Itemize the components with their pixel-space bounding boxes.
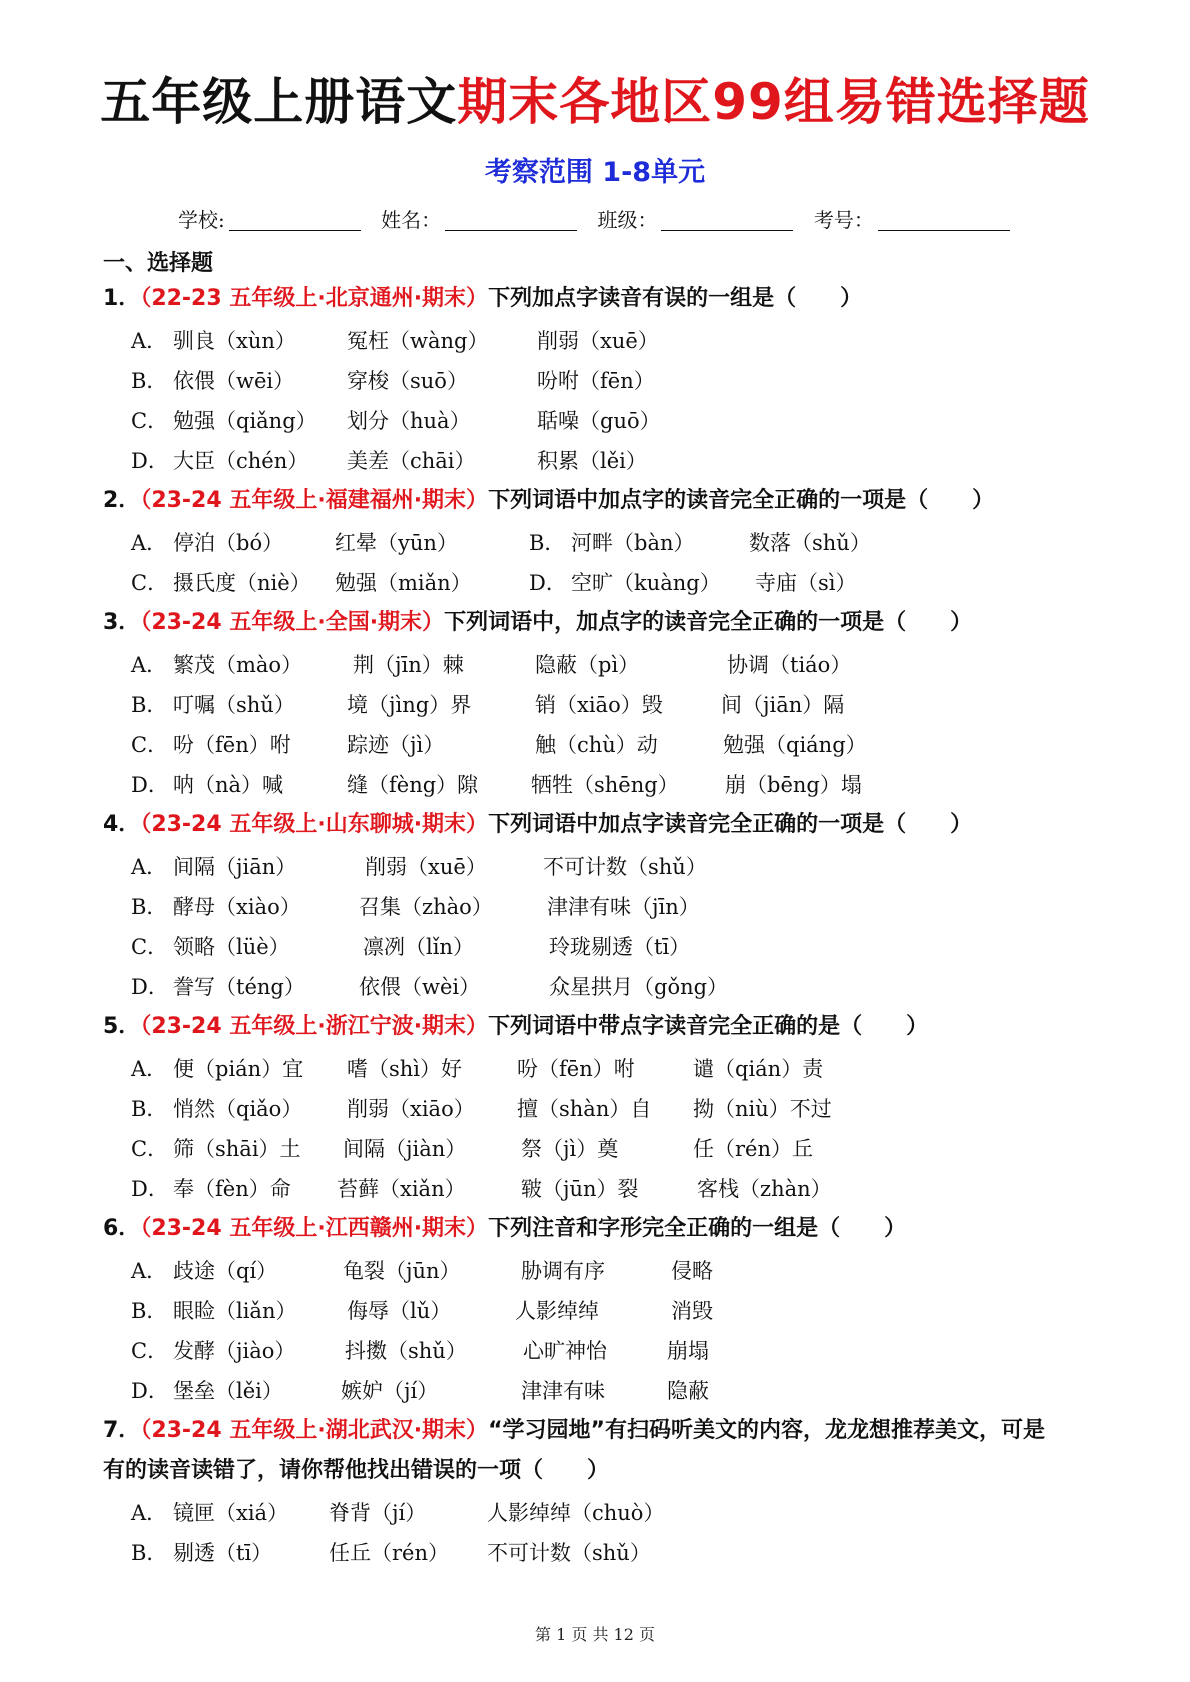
option-item: 削弱（xiāo） <box>347 1097 475 1121</box>
question-1 <box>103 284 1103 314</box>
option-item: 人影绰绰 <box>515 1299 599 1323</box>
question-number: 3． <box>103 610 141 635</box>
question-3 <box>103 608 1103 638</box>
name-field <box>381 204 577 233</box>
option-item: 穿梭（suō） <box>347 369 468 393</box>
option-item: 隐蔽 <box>667 1379 709 1403</box>
option-item: 不可计数（shǔ） <box>487 1541 651 1565</box>
option-item: 堡垒（lěi） <box>173 1379 283 1403</box>
option-item: 繁茂（mào） <box>173 653 303 677</box>
question-stem: 下列注音和字形完全正确的一组是（ ） <box>488 1216 907 1241</box>
option-row <box>131 730 1121 760</box>
option-item: 任丘（rén） <box>329 1541 449 1565</box>
question-6 <box>103 1214 1103 1244</box>
title-part-red: 期末各地区99组易错选择题 <box>457 73 1090 131</box>
option-item: 胁调有序 <box>521 1259 605 1283</box>
number-blank <box>878 210 1010 231</box>
option-row <box>131 326 1121 356</box>
student-info-row <box>178 204 1058 233</box>
option-letter: D． <box>131 449 169 473</box>
option-item: 隐蔽（pì） <box>535 653 640 677</box>
option-item: 便（pián）宜 <box>173 1057 304 1081</box>
option-row <box>131 1498 1121 1528</box>
option-item: 津津有味（jīn） <box>547 895 700 919</box>
option-row <box>131 690 1121 720</box>
option-letter: C． <box>131 571 169 595</box>
question-number: 1． <box>103 286 141 311</box>
option-letter: A． <box>131 329 168 353</box>
option-row <box>131 1296 1121 1326</box>
option-item: 缝（fèng）隙 <box>347 773 479 797</box>
option-item: 踪迹（jì） <box>347 733 445 757</box>
option-item: 客栈（zhàn） <box>697 1177 832 1201</box>
question-source: （23-24 五年级上·湖北武汉·期末） <box>140 1418 489 1443</box>
option-item: 拗（niù）不过 <box>693 1097 832 1121</box>
option-item: 驯良（xùn） <box>173 329 296 353</box>
option-letter: D． <box>131 1379 169 1403</box>
school-label: 学校: <box>178 208 225 232</box>
option-item: 红晕（yūn） <box>335 531 458 555</box>
name-blank <box>445 210 577 231</box>
option-item: 皲（jūn）裂 <box>521 1177 639 1201</box>
option-item: 崩（bēng）塌 <box>725 773 862 797</box>
option-row <box>131 972 1121 1002</box>
option-item: 崩塌 <box>667 1339 709 1363</box>
option-item: 召集（zhào） <box>359 895 493 919</box>
exam-scope: 考察范围 1-8单元 <box>484 157 706 188</box>
option-letter: C． <box>131 1339 169 1363</box>
option-item: 间（jiān）隔 <box>721 693 845 717</box>
option-item: 奉（fèn）命 <box>173 1177 291 1201</box>
question-number: 4． <box>103 812 141 837</box>
option-item: 摄氏度（niè） <box>173 571 311 595</box>
option-row <box>131 932 1121 962</box>
option-item: 数落（shǔ） <box>749 531 871 555</box>
option-item: 吩（fēn）咐 <box>173 733 291 757</box>
number-label: 考号： <box>813 208 874 232</box>
question-stem: 下列词语中加点字读音完全正确的一项是（ ） <box>488 812 973 837</box>
option-letter: C． <box>131 935 169 959</box>
option-letter: A． <box>131 855 168 879</box>
question-2 <box>103 486 1103 516</box>
option-letter: C． <box>131 1137 169 1161</box>
option-letter: B． <box>131 895 168 919</box>
option-letter: D． <box>131 1177 169 1201</box>
option-letter: A． <box>131 1259 168 1283</box>
option-letter: C． <box>131 409 169 433</box>
option-item: 任（rén）丘 <box>693 1137 813 1161</box>
option-item: 叮嘱（shǔ） <box>173 693 295 717</box>
option-item: 牺牲（shēng） <box>531 773 679 797</box>
question-source: （23-24 五年级上·山东聊城·期末） <box>140 812 489 837</box>
option-item: 歧途（qí） <box>173 1259 278 1283</box>
option-letter: A． <box>131 1057 168 1081</box>
question-4 <box>103 810 1103 840</box>
question-stem: 下列词语中，加点字的读音完全正确的一项是（ ） <box>444 610 973 635</box>
option-item: 誊写（téng） <box>173 975 305 999</box>
option-item: 美差（chāi） <box>347 449 476 473</box>
option-item: 眼睑（liǎn） <box>173 1299 297 1323</box>
question-stem: 下列词语中带点字读音完全正确的是（ ） <box>488 1014 929 1039</box>
option-item: 发酵（jiào） <box>173 1339 296 1363</box>
option-row <box>131 1054 1121 1084</box>
name-label: 姓名： <box>381 208 442 232</box>
option-item: 触（chù）动 <box>535 733 658 757</box>
question-number: 2． <box>103 488 141 513</box>
option-letter: B． <box>131 1541 168 1565</box>
option-item: 呐（nà）喊 <box>173 773 284 797</box>
option-row <box>131 1134 1121 1164</box>
question-source: （22-23 五年级上·北京通州·期末） <box>140 286 489 311</box>
option-item: 心旷神怡 <box>523 1339 607 1363</box>
option-letter: B． <box>131 1299 168 1323</box>
option-item: 聒噪（guō） <box>537 409 661 433</box>
option-item: 间隔（jiàn） <box>343 1137 467 1161</box>
option-item: 吩（fēn）咐 <box>517 1057 635 1081</box>
option-item: 寺庙（sì） <box>755 571 857 595</box>
option-row <box>131 406 1121 436</box>
option-item: 大臣（chén） <box>173 449 309 473</box>
option-letter: D． <box>529 571 567 595</box>
option-item: 侮辱（lǔ） <box>347 1299 452 1323</box>
option-item: 凛冽（lǐn） <box>363 935 474 959</box>
question-7-continued: 有的读音读错了，请你帮他找出错误的一项（ ） <box>103 1458 610 1483</box>
option-item: 削弱（xuē） <box>537 329 659 353</box>
school-blank <box>229 210 361 231</box>
question-number: 7． <box>103 1418 141 1443</box>
option-item: 人影绰绰（chuò） <box>487 1501 665 1525</box>
option-letter: A． <box>131 653 168 677</box>
option-item: 悄然（qiǎo） <box>173 1097 303 1121</box>
question-number: 5． <box>103 1014 141 1039</box>
option-item: 削弱（xuē） <box>365 855 487 879</box>
option-row <box>131 568 1121 598</box>
option-row <box>131 1094 1121 1124</box>
option-letter: B． <box>529 531 566 555</box>
option-item: 勉强（miǎn） <box>335 571 472 595</box>
option-row <box>131 1336 1121 1366</box>
page-footer: 第 1 页 共 12 页 <box>535 1625 655 1644</box>
option-item: 剔透（tī） <box>173 1541 273 1565</box>
option-item: 境（jìng）界 <box>347 693 472 717</box>
option-item: 嫉妒（jí） <box>341 1379 439 1403</box>
option-letter: B． <box>131 693 168 717</box>
option-item: 玲珑剔透（tī） <box>549 935 691 959</box>
class-label: 班级： <box>597 208 658 232</box>
class-blank <box>661 210 793 231</box>
option-row <box>131 446 1121 476</box>
number-field <box>814 204 1010 233</box>
option-item: 嗜（shì）好 <box>347 1057 463 1081</box>
section-heading: 一、选择题 <box>103 251 214 276</box>
class-field <box>597 204 793 233</box>
option-letter: B． <box>131 1097 168 1121</box>
question-5 <box>103 1012 1103 1042</box>
question-stem: 下列词语中加点字的读音完全正确的一项是（ ） <box>488 488 995 513</box>
option-row <box>131 770 1121 800</box>
option-item: 依偎（wēi） <box>173 369 295 393</box>
option-letter: C． <box>131 733 169 757</box>
option-item: 龟裂（jūn） <box>343 1259 461 1283</box>
option-item: 销（xiāo）毁 <box>535 693 663 717</box>
option-item: 勉强（qiáng） <box>723 733 867 757</box>
option-item: 协调（tiáo） <box>727 653 852 677</box>
option-letter: B． <box>131 369 168 393</box>
option-item: 划分（huà） <box>347 409 471 433</box>
option-row <box>131 1376 1121 1406</box>
option-letter: A． <box>131 1501 168 1525</box>
option-row <box>131 528 1121 558</box>
option-item: 荆（jīn）棘 <box>353 653 464 677</box>
option-item: 间隔（jiān） <box>173 855 297 879</box>
option-item: 镜匣（xiá） <box>173 1501 289 1525</box>
option-item: 抖擞（shǔ） <box>345 1339 467 1363</box>
question-7 <box>103 1416 1103 1446</box>
option-row <box>131 892 1121 922</box>
school-field <box>178 204 361 233</box>
option-item: 停泊（bó） <box>173 531 284 555</box>
option-item: 脊背（jí） <box>329 1501 427 1525</box>
option-letter: D． <box>131 773 169 797</box>
option-row <box>131 1256 1121 1286</box>
option-item: 筛（shāi）土 <box>173 1137 301 1161</box>
option-item: 河畔（bàn） <box>571 531 695 555</box>
question-source: （23-24 五年级上·浙江宁波·期末） <box>140 1014 489 1039</box>
option-row <box>131 650 1121 680</box>
option-item: 谴（qián）责 <box>693 1057 824 1081</box>
option-item: 津津有味 <box>521 1379 605 1403</box>
option-item: 勉强（qiǎng） <box>173 409 317 433</box>
option-item: 擅（shàn）自 <box>517 1097 652 1121</box>
page-title <box>0 62 1190 134</box>
option-item: 依偎（wèi） <box>359 975 481 999</box>
option-row <box>131 852 1121 882</box>
option-item: 不可计数（shǔ） <box>543 855 707 879</box>
option-item: 侵略 <box>671 1259 713 1283</box>
option-item: 消毁 <box>671 1299 713 1323</box>
option-item: 苔藓（xiǎn） <box>337 1177 466 1201</box>
option-item: 祭（jì）奠 <box>521 1137 619 1161</box>
option-item: 众星拱月（gǒng） <box>549 975 729 999</box>
option-item: 领略（lüè） <box>173 935 290 959</box>
option-item: 酵母（xiào） <box>173 895 301 919</box>
option-letter: D． <box>131 975 169 999</box>
question-stem: “学习园地”有扫码听美文的内容，龙龙想推荐美文，可是 <box>488 1418 1045 1443</box>
question-source: （23-24 五年级上·全国·期末） <box>140 610 445 635</box>
option-letter: A． <box>131 531 168 555</box>
question-source: （23-24 五年级上·江西赣州·期末） <box>140 1216 489 1241</box>
option-item: 积累（lěi） <box>537 449 647 473</box>
option-row <box>131 366 1121 396</box>
option-item: 冤枉（wàng） <box>347 329 489 353</box>
option-item: 吩咐（fēn） <box>537 369 655 393</box>
option-row <box>131 1538 1121 1568</box>
option-item: 空旷（kuàng） <box>571 571 721 595</box>
question-source: （23-24 五年级上·福建福州·期末） <box>140 488 489 513</box>
option-row <box>131 1174 1121 1204</box>
question-stem: 下列加点字读音有误的一组是（ ） <box>488 286 863 311</box>
title-part-black: 五年级上册语文 <box>100 73 458 131</box>
question-number: 6． <box>103 1216 141 1241</box>
